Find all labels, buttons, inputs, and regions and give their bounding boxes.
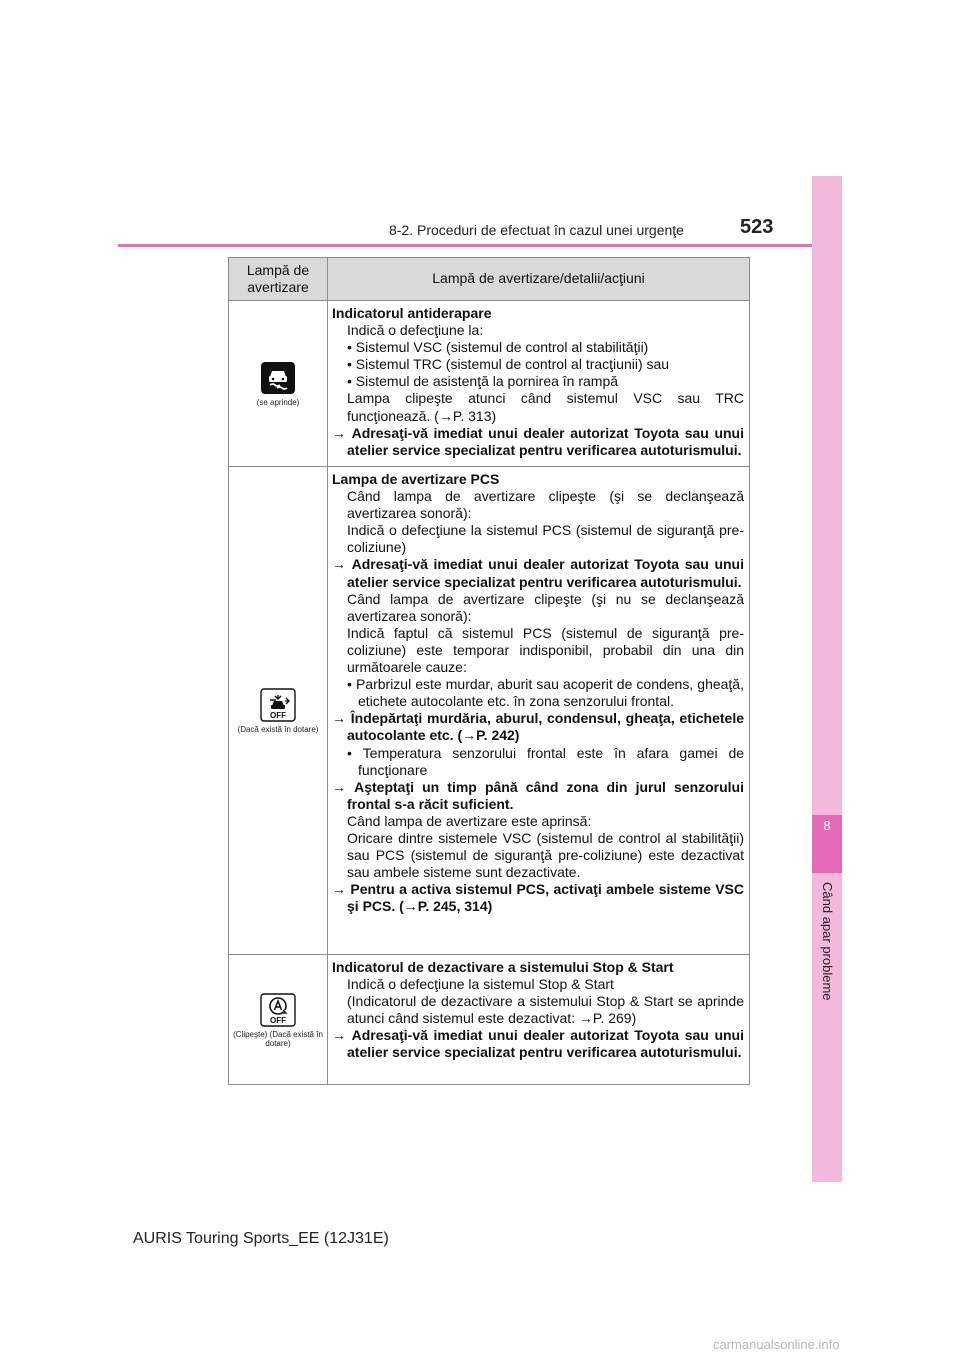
bullet-item <box>332 373 744 390</box>
header-rule <box>118 244 842 247</box>
details-cell <box>328 955 750 1085</box>
table-row <box>229 301 750 467</box>
arrow-icon: → <box>332 1027 346 1044</box>
details-cell <box>328 301 750 467</box>
lamp-caption: (se aprinde) <box>256 398 300 407</box>
column-header-details: Lampă de avertizare/detalii/acţiuni <box>328 258 750 301</box>
action-text: Adresaţi-vă imediat unui dealer autorizat Toyota sau unui atelier service specializat pentru verificarea autoturismului. <box>347 556 744 590</box>
svg-text:OFF: OFF <box>270 711 286 720</box>
description-line: Lampa clipeşte atunci când sistemul VSC sau TRC funcţionează. (→P. 313) <box>347 390 744 424</box>
description-line: Oricare dintre sistemele VSC (sistemul de control al stabilităţii) sau PCS (sistemul de siguranţă pre-coliziune) este dezactivat sau ambele sisteme sunt dezactivate. <box>347 829 744 881</box>
bullet-glyph: • <box>347 339 352 356</box>
watermark: carmanualsonline.info <box>713 1337 840 1352</box>
action-line <box>332 779 744 813</box>
chapter-title: Când apar probleme <box>820 882 835 1001</box>
description-line: Când lampa de avertizare este aprinsă: <box>347 812 592 829</box>
description-line: Indică faptul că sistemul PCS (sistemul de siguranţă pre-coliziune) este temporar indisponibil, probabil din una din următoarele cauze: <box>347 624 744 676</box>
lamp-cell <box>229 467 328 955</box>
bullet-text: Sistemul de asistenţă la pornirea în rampă <box>355 373 619 390</box>
bullet-text: Sistemul VSC (sistemul de control al stabilităţii) <box>355 339 649 356</box>
description-line: Indică o defecţiune la sistemul Stop & Start <box>347 976 614 993</box>
lamp-title: Indicatorul antiderapare <box>332 305 492 321</box>
details-cell <box>328 467 750 955</box>
bullet-item <box>332 339 744 356</box>
warning-lamp-table <box>228 257 750 1085</box>
bullet-glyph: • <box>347 356 352 373</box>
table-row <box>229 467 750 955</box>
lamp-caption: (Dacă există în dotare) <box>237 725 319 734</box>
description-line: (Indicatorul de dezactivare a sistemului Stop & Start se aprinde atunci când sistemul este dezactivat: →P. 269) <box>347 993 744 1027</box>
bullet-item <box>332 745 744 779</box>
action-line <box>332 425 744 459</box>
bullet-text: Sistemul TRC (sistemul de control al tracţiunii) sau <box>355 356 670 373</box>
bullet-glyph: • <box>347 676 352 693</box>
lamp-cell <box>229 301 328 467</box>
description-line: Când lampa de avertizare clipeşte (şi nu se declanşează avertizarea sonoră): <box>347 590 744 624</box>
lamp-caption: (Clipeşte) (Dacă există în dotare) <box>233 1029 323 1048</box>
arrow-icon: → <box>332 710 346 727</box>
side-tab <box>812 176 842 1182</box>
lamp-title: Lampa de avertizare PCS <box>332 471 500 487</box>
action-line <box>332 556 744 590</box>
vsc-skid-icon <box>257 360 299 396</box>
arrow-icon: → <box>332 881 346 898</box>
action-line <box>332 710 744 744</box>
action-line <box>332 881 744 915</box>
table-header-row <box>229 258 750 301</box>
stop-start-off-icon <box>257 992 299 1028</box>
table-row <box>229 955 750 1085</box>
footer-model: AURIS Touring Sports_EE (12J31E) <box>133 1230 389 1247</box>
action-text: Adresaţi-vă imediat unui dealer autorizat Toyota sau unui atelier service specializat pentru verificarea autoturismului. <box>347 1027 744 1061</box>
column-header-lamp: Lampă de avertizare <box>229 258 328 301</box>
bullet-text: Temperatura senzorului frontal este în afara gamei de funcţionare <box>358 744 745 778</box>
chapter-number: 8 <box>823 818 831 833</box>
action-text: Pentru a activa sistemul PCS, activaţi ambele sisteme VSC şi PCS. (→P. 245, 314) <box>347 881 745 915</box>
action-text: Adresaţi-vă imediat unui dealer autorizat Toyota sau unui atelier service specializat pentru verificarea autoturismului. <box>347 424 744 458</box>
lamp-title: Indicatorul de dezactivare a sistemului Stop & Start <box>332 959 674 975</box>
action-line <box>332 1027 744 1061</box>
svg-text:OFF: OFF <box>270 1015 286 1025</box>
page-number: 523 <box>740 216 774 238</box>
bullet-glyph: • <box>347 744 352 761</box>
arrow-icon: → <box>332 556 346 573</box>
pcs-off-icon <box>257 687 299 723</box>
bullet-item <box>332 676 744 710</box>
section-title: 8-2. Proceduri de efectuat în cazul unei urgenţe <box>389 222 684 238</box>
arrow-icon: → <box>332 424 346 441</box>
description-line: Când lampa de avertizare clipeşte (şi se declanşează avertizarea sonoră): <box>347 488 744 522</box>
action-text: Aşteptaţi un timp până când zona din jurul senzorului frontal s-a răcit suficient. <box>347 778 745 812</box>
lamp-cell <box>229 955 328 1085</box>
description-line: Indică o defecţiune la sistemul PCS (sistemul de siguranţă pre-coliziune) <box>347 522 744 556</box>
description-line: Indică o defecţiune la: <box>347 322 484 339</box>
action-text: Îndepărtaţi murdăria, aburul, condensul, gheaţa, etichetele autocolante etc. (→P. 242) <box>347 710 744 744</box>
bullet-glyph: • <box>347 373 352 390</box>
bullet-text: Parbrizul este murdar, aburit sau acoperit de condens, gheaţă, etichete autocolante etc. în zona senzorului frontal. <box>355 676 744 710</box>
bullet-item <box>332 356 744 373</box>
arrow-icon: → <box>332 778 346 795</box>
